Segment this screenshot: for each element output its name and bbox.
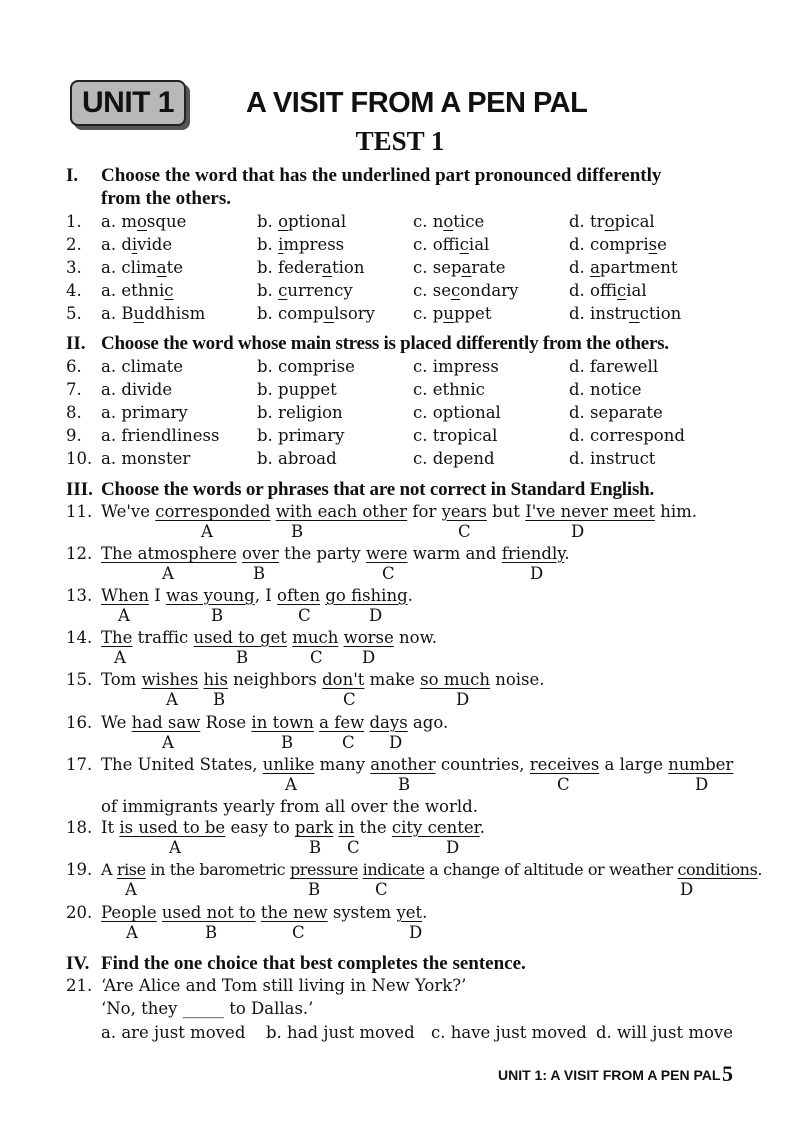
- answer-letter-d: D: [409, 923, 423, 942]
- underlined-part: in town: [251, 713, 314, 732]
- option-a: [101, 258, 183, 278]
- section-instruction: Choose the word that has the underlined part pronounced differently: [101, 165, 662, 186]
- underlined-sound: a: [590, 258, 600, 277]
- sentence-text: traffic: [132, 628, 194, 647]
- option-text: b. feder: [257, 258, 323, 277]
- underlined-part: wishes: [141, 670, 199, 689]
- answer-letter-c: C: [458, 522, 471, 541]
- answer-letter-d: D: [530, 564, 544, 583]
- question-number: 15.: [66, 670, 93, 689]
- answer-letter-b: B: [291, 522, 304, 541]
- option-b: [257, 281, 353, 301]
- question-number: 1.: [66, 212, 82, 231]
- underlined-part: a few: [319, 713, 365, 732]
- underlined-part: years: [441, 502, 487, 521]
- answer-letter-a: A: [285, 775, 297, 794]
- sentence-text: a change of altitude or weather: [424, 860, 678, 879]
- option-text: c. n: [413, 212, 444, 231]
- underlined-part: in: [338, 818, 355, 837]
- option-a: a. friendliness: [101, 426, 220, 445]
- answer-letter-c: C: [557, 775, 570, 794]
- question-sentence: [101, 818, 485, 838]
- option-d: [569, 304, 681, 324]
- option-b: [257, 212, 346, 232]
- underlined-part: worse: [343, 628, 394, 647]
- option-text: vide: [137, 235, 173, 254]
- answer-letter-d: D: [446, 838, 460, 857]
- option-text: d. compri: [569, 235, 649, 254]
- underlined-part: the new: [260, 903, 328, 922]
- question-number: 9.: [66, 426, 82, 445]
- section-instruction: Choose the words or phrases that are not correct in Standard English.: [101, 479, 655, 500]
- underlined-part: number: [668, 755, 734, 774]
- answer-letter-c: C: [342, 733, 355, 752]
- answer-letter-a: A: [125, 880, 137, 899]
- underlined-sound: u: [628, 304, 640, 323]
- option-text: sque: [146, 212, 187, 231]
- underlined-part: corresponded: [155, 502, 271, 521]
- option-text: c. offi: [413, 235, 460, 254]
- option-b: b. abroad: [257, 449, 337, 468]
- unit-badge: UNIT 1: [70, 80, 186, 126]
- option-d: [569, 281, 647, 301]
- question-number: 4.: [66, 281, 82, 300]
- option-text: d. tr: [569, 212, 605, 231]
- underlined-part: much: [292, 628, 339, 647]
- sentence-text: noise.: [489, 670, 545, 689]
- option-b: b. religion: [257, 403, 343, 422]
- underlined-part: The atmosphere: [101, 544, 237, 563]
- answer-letter-a: A: [201, 522, 213, 541]
- sentence-text: Tom: [101, 670, 142, 689]
- answer-letter-a: A: [166, 690, 178, 709]
- option-b: [257, 304, 375, 324]
- answer-letter-c: C: [292, 923, 305, 942]
- answer-line: ‘No, they _____ to Dallas.’: [101, 999, 314, 1018]
- question-number: 19.: [66, 860, 93, 879]
- underlined-part: yet: [396, 903, 423, 922]
- option-text: c. se: [413, 281, 451, 300]
- test-title: TEST 1: [355, 126, 445, 156]
- option-d: d. separate: [569, 403, 663, 422]
- option-c: c. tropical: [413, 426, 498, 445]
- section-number: I.: [66, 165, 79, 186]
- underlined-part: over: [242, 544, 279, 563]
- underlined-part: with each other: [275, 502, 408, 521]
- option-c: [413, 281, 518, 301]
- underlined-sound: a: [461, 258, 472, 277]
- question-sentence: [101, 586, 413, 606]
- option-a: a. primary: [101, 403, 188, 422]
- sentence-text: The United States,: [101, 755, 263, 774]
- option-text: b.: [257, 212, 279, 231]
- option-text: tice: [453, 212, 485, 231]
- answer-letter-b: B: [236, 648, 249, 667]
- question-number: 13.: [66, 586, 93, 605]
- underlined-sound: a: [156, 258, 167, 277]
- option-text: d. offi: [569, 281, 617, 300]
- question-sentence: [101, 502, 697, 522]
- question-number: 8.: [66, 403, 82, 422]
- option-text: c. sep: [413, 258, 462, 277]
- option-d: d. farewell: [569, 357, 659, 376]
- sentence-text: We've: [101, 502, 156, 521]
- answer-letter-c: C: [310, 648, 323, 667]
- underlined-part: was young: [166, 586, 255, 605]
- question-number: 21.: [66, 976, 93, 995]
- option-text: pical: [614, 212, 655, 231]
- question-number: 6.: [66, 357, 82, 376]
- option-text: a. ethni: [101, 281, 165, 300]
- section-number: IV.: [66, 953, 90, 974]
- section-number: II.: [66, 333, 86, 354]
- underlined-sound: a: [322, 258, 332, 277]
- option-text: urrency: [287, 281, 353, 300]
- option-text: a. clim: [101, 258, 157, 277]
- underlined-part: days: [369, 713, 408, 732]
- underlined-part: had saw: [131, 713, 201, 732]
- option-text: tion: [331, 258, 365, 277]
- question-number: 3.: [66, 258, 82, 277]
- option-d: d. correspond: [569, 426, 685, 445]
- underlined-sound: u: [443, 304, 454, 323]
- answer-letter-b: B: [281, 733, 294, 752]
- question-number: 10.: [66, 449, 93, 468]
- option-text: d.: [569, 258, 591, 277]
- underlined-sound: c: [278, 281, 288, 300]
- option-d: [569, 235, 667, 255]
- option-text: lsory: [334, 304, 375, 323]
- underlined-sound: i: [131, 235, 138, 254]
- option-text: rate: [471, 258, 506, 277]
- question-number: 12.: [66, 544, 93, 563]
- option-text: ppet: [453, 304, 492, 323]
- sentence-text: a large: [599, 755, 669, 774]
- sentence-text: but: [486, 502, 526, 521]
- underlined-sound: s: [648, 235, 658, 254]
- option-b: b. primary: [257, 426, 345, 445]
- answer-letter-c: C: [375, 880, 388, 899]
- answer-letter-b: B: [213, 690, 226, 709]
- question-number: 14.: [66, 628, 93, 647]
- answer-letter-c: C: [347, 838, 360, 857]
- unit-title: A VISIT FROM A PEN PAL: [246, 87, 588, 119]
- sentence-text: for: [407, 502, 442, 521]
- option-a: [101, 235, 172, 255]
- sentence-text: now.: [393, 628, 437, 647]
- sentence-text: warm and: [407, 544, 502, 563]
- question-number: 7.: [66, 380, 82, 399]
- sentence-continuation: of immigrants yearly from all over the world.: [101, 797, 478, 816]
- answer-letter-d: D: [362, 648, 376, 667]
- section-instruction: Choose the word whose main stress is placed differently from the others.: [101, 333, 669, 354]
- option-text: ondary: [460, 281, 519, 300]
- answer-letter-d: D: [680, 880, 694, 899]
- question-number: 5.: [66, 304, 82, 323]
- underlined-part: were: [365, 544, 408, 563]
- underlined-sound: c: [450, 281, 461, 300]
- option-a: [101, 281, 174, 301]
- option-a: a. monster: [101, 449, 191, 468]
- answer-letter-a: A: [126, 923, 138, 942]
- sentence-text: the: [354, 818, 392, 837]
- option-text: te: [166, 258, 184, 277]
- question-sentence: [101, 628, 437, 648]
- sentence-text: A: [101, 860, 117, 879]
- underlined-part: his: [203, 670, 228, 689]
- sentence-text: I: [148, 586, 166, 605]
- underlined-part: rise: [116, 860, 146, 879]
- page-number: 5: [722, 1061, 733, 1086]
- underlined-sound: c: [164, 281, 174, 300]
- underlined-part: park: [294, 818, 334, 837]
- underlined-part: When: [101, 586, 149, 605]
- option-text: ptional: [288, 212, 347, 231]
- question-sentence: [101, 755, 733, 775]
- question-number: 16.: [66, 713, 93, 732]
- option-d: d. notice: [569, 380, 642, 399]
- underlined-part: pressure: [289, 860, 358, 879]
- option-a: a. climate: [101, 357, 184, 376]
- question-sentence: [101, 713, 448, 733]
- answer-letter-b: B: [253, 564, 266, 583]
- underlined-part: so much: [420, 670, 490, 689]
- answer-letter-a: A: [162, 733, 174, 752]
- answer-letter-b: B: [398, 775, 411, 794]
- sentence-text: We: [101, 713, 132, 732]
- answer-letter-d: D: [389, 733, 403, 752]
- question-number: 17.: [66, 755, 93, 774]
- underlined-part: is used to be: [119, 818, 226, 837]
- underlined-sound: u: [133, 304, 145, 323]
- option-c: [413, 212, 484, 232]
- underlined-part: friendly: [501, 544, 565, 563]
- sentence-text: .: [479, 818, 485, 837]
- underlined-sound: u: [323, 304, 335, 323]
- sentence-text: system: [327, 903, 397, 922]
- option-text: b.: [257, 235, 279, 254]
- option-b: b. had just moved: [266, 1023, 415, 1042]
- sentence-text: in the barometric: [145, 860, 290, 879]
- underlined-part: don't: [322, 670, 365, 689]
- option-c: c. have just moved: [431, 1023, 587, 1042]
- option-d: [569, 258, 678, 278]
- option-d: [569, 212, 655, 232]
- option-text: b.: [257, 281, 279, 300]
- option-text: a. d: [101, 235, 132, 254]
- answer-letter-d: D: [695, 775, 709, 794]
- option-text: ial: [626, 281, 647, 300]
- answer-letter-a: A: [114, 648, 126, 667]
- option-a: [101, 304, 205, 324]
- underlined-part: indicate: [362, 860, 425, 879]
- answer-letter-d: D: [369, 606, 383, 625]
- underlined-sound: c: [617, 281, 627, 300]
- sentence-text: the party: [278, 544, 366, 563]
- option-b: [257, 258, 364, 278]
- sentence-text: many: [314, 755, 371, 774]
- answer-letter-c: C: [343, 690, 356, 709]
- underlined-part: go fishing: [325, 586, 408, 605]
- option-text: c. p: [413, 304, 444, 323]
- underlined-part: often: [277, 586, 321, 605]
- option-b: [257, 235, 344, 255]
- underlined-part: used to get: [193, 628, 287, 647]
- answer-letter-d: D: [456, 690, 470, 709]
- underlined-sound: o: [443, 212, 454, 231]
- underlined-part: People: [101, 903, 157, 922]
- option-text: ction: [639, 304, 682, 323]
- option-c: [413, 235, 489, 255]
- option-text: ddhism: [144, 304, 206, 323]
- answer-letter-c: C: [298, 606, 311, 625]
- question-sentence: [101, 670, 545, 690]
- underlined-part: The: [101, 628, 133, 647]
- underlined-part: another: [370, 755, 436, 774]
- option-c: c. optional: [413, 403, 501, 422]
- answer-letter-a: A: [162, 564, 174, 583]
- sentence-text: .: [422, 903, 428, 922]
- option-c: c. impress: [413, 357, 499, 376]
- question-number: 18.: [66, 818, 93, 837]
- footer-unit-label: UNIT 1: A VISIT FROM A PEN PAL: [498, 1067, 721, 1083]
- sentence-text: Rose: [200, 713, 252, 732]
- option-d: d. will just move: [596, 1023, 734, 1042]
- option-b: b. puppet: [257, 380, 337, 399]
- option-text: a. B: [101, 304, 134, 323]
- option-text: mpress: [283, 235, 345, 254]
- option-a: a. are just moved: [101, 1023, 246, 1042]
- sentence-text: .: [407, 586, 413, 605]
- underlined-sound: o: [278, 212, 288, 231]
- answer-letter-b: B: [205, 923, 218, 942]
- underlined-part: conditions: [677, 860, 758, 879]
- sentence-text: It: [101, 818, 120, 837]
- question-number: 20.: [66, 903, 93, 922]
- option-text: a. m: [101, 212, 137, 231]
- answer-letter-b: B: [308, 880, 321, 899]
- section-instruction: from the others.: [101, 188, 231, 209]
- option-c: c. ethnic: [413, 380, 485, 399]
- option-text: ial: [468, 235, 490, 254]
- question-sentence: [101, 544, 570, 564]
- option-b: b. comprise: [257, 357, 355, 376]
- underlined-sound: c: [459, 235, 469, 254]
- answer-letter-b: B: [309, 838, 322, 857]
- sentence-text: , I: [254, 586, 278, 605]
- option-text: partment: [599, 258, 678, 277]
- option-text: d. instr: [569, 304, 629, 323]
- sentence-text: ago.: [407, 713, 449, 732]
- underlined-part: unlike: [262, 755, 315, 774]
- question-number: 11.: [66, 502, 93, 521]
- option-c: c. depend: [413, 449, 495, 468]
- question-text: ‘Are Alice and Tom still living in New York?’: [101, 976, 467, 995]
- answer-letter-a: A: [169, 838, 181, 857]
- option-c: [413, 304, 491, 324]
- underlined-part: receives: [529, 755, 600, 774]
- option-a: [101, 212, 186, 232]
- option-text: b. comp: [257, 304, 324, 323]
- underlined-sound: o: [604, 212, 615, 231]
- sentence-text: neighbors: [227, 670, 323, 689]
- sentence-text: make: [364, 670, 421, 689]
- option-text: e: [657, 235, 667, 254]
- answer-letter-c: C: [382, 564, 395, 583]
- option-d: d. instruct: [569, 449, 656, 468]
- sentence-text: .: [757, 860, 763, 879]
- underlined-part: used not to: [161, 903, 256, 922]
- sentence-text: .: [564, 544, 570, 563]
- section-instruction: Find the one choice that best completes the sentence.: [101, 953, 526, 974]
- underlined-sound: i: [278, 235, 284, 254]
- sentence-text: easy to: [225, 818, 295, 837]
- option-a: a. divide: [101, 380, 173, 399]
- option-c: [413, 258, 506, 278]
- question-sentence: [101, 903, 427, 923]
- section-number: III.: [66, 479, 93, 500]
- sentence-text: countries,: [435, 755, 530, 774]
- answer-letter-d: D: [571, 522, 585, 541]
- question-sentence: [101, 860, 762, 880]
- sentence-text: him.: [655, 502, 698, 521]
- answer-letter-a: A: [118, 606, 130, 625]
- answer-letter-b: B: [211, 606, 224, 625]
- question-number: 2.: [66, 235, 82, 254]
- underlined-part: I've never meet: [525, 502, 655, 521]
- underlined-part: city center: [391, 818, 480, 837]
- underlined-sound: o: [136, 212, 147, 231]
